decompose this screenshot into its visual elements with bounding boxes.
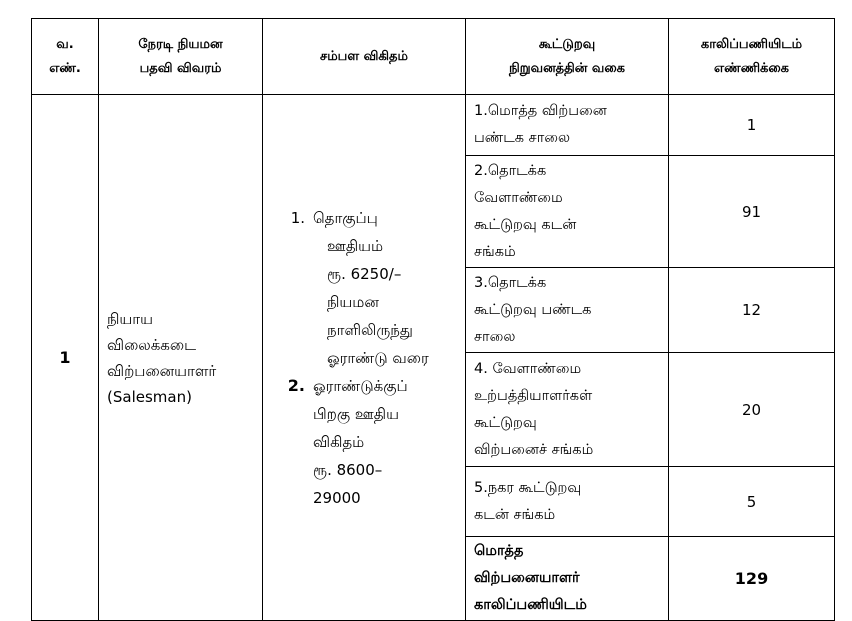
post-details-cell: நியாய விலைக்கடை விற்பனையாளர் (Salesman) <box>99 95 263 621</box>
serial-number-cell: 1 <box>32 95 99 621</box>
header-vacancy-count: காலிப்பணியிடம் எண்ணிக்கை <box>669 19 835 95</box>
header-salary-scale: சம்பள விகிதம் <box>263 19 466 95</box>
header-row <box>32 19 835 95</box>
salary-item-scale: 2. ஓராண்டுக்குப் பிறகு ஊதிய விகிதம் ரூ. 8600– 29000 <box>287 375 408 507</box>
salary-scale-cell <box>263 95 466 621</box>
table-row <box>32 95 835 156</box>
header-serial-number: வ. எண். <box>32 19 99 95</box>
total-count-cell: 129 <box>669 537 835 621</box>
vacancy-count-cell: 5 <box>669 467 835 537</box>
society-type-cell: 4. வேளாண்மை உற்பத்தியாளர்கள் கூட்டுறவு விற்பனைச் சங்கம் <box>466 353 669 467</box>
salary-item-consolidated: 1. தொகுப்பு ஊதியம் ரூ. 6250/– நியமன நாளிலிருந்து ஓராண்டு வரை <box>290 208 429 367</box>
society-type-cell: 1.மொத்த விற்பனை பண்டக சாலை <box>466 95 669 156</box>
society-type-cell: 5.நகர கூட்டுறவு கடன் சங்கம் <box>466 467 669 537</box>
vacancy-count-cell: 12 <box>669 268 835 353</box>
society-type-cell: 3.தொடக்க கூட்டுறவு பண்டக சாலை <box>466 268 669 353</box>
total-label-cell: மொத்த விற்பனையாளர் காலிப்பணியிடம் <box>466 537 669 621</box>
society-type-cell: 2.தொடக்க வேளாண்மை கூட்டுறவு கடன் சங்கம் <box>466 156 669 268</box>
vacancy-count-cell: 91 <box>669 156 835 268</box>
header-society-type: கூட்டுறவு நிறுவனத்தின் வகை <box>466 19 669 95</box>
vacancy-count-cell: 20 <box>669 353 835 467</box>
header-post-details: நேரடி நியமன பதவி விவரம் <box>99 19 263 95</box>
vacancy-table <box>31 18 835 621</box>
vacancy-count-cell: 1 <box>669 95 835 156</box>
